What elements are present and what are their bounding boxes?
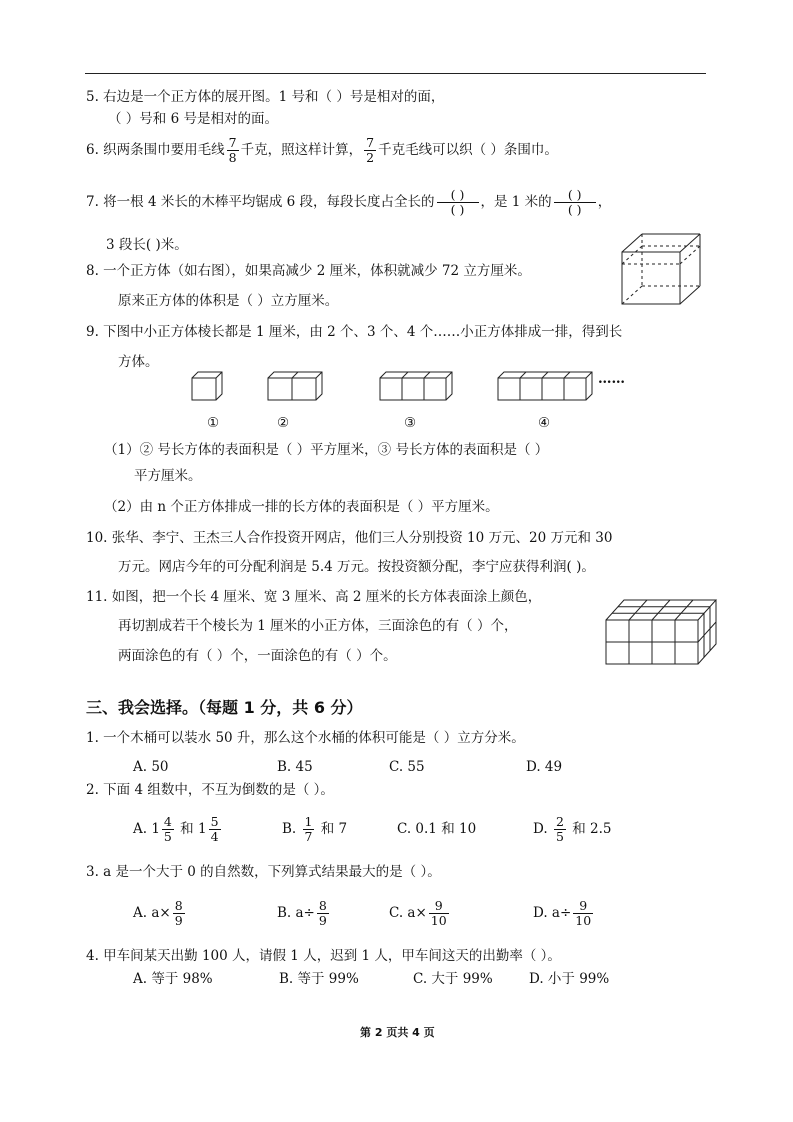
q9-shape-3 [380, 372, 452, 400]
q9-cube-rows-figure [180, 366, 660, 406]
q8-line2: 原来正方体的体积是（ ）立方厘米。 [118, 293, 339, 309]
c4-option-c[interactable]: C. 大于 99% [413, 971, 493, 987]
frac-num: 8 [318, 898, 327, 913]
c2-option-a[interactable] [133, 812, 223, 846]
frac-num: ( ) [554, 188, 596, 203]
frac-den: 9 [174, 913, 183, 928]
q9-sub2: （2）由 n 个正方体排成一排的长方体的表面积是（ ）平方厘米。 [104, 499, 499, 515]
frac-den: 5 [555, 829, 564, 844]
q5-line1: 5. 右边是一个正方体的展开图。1 号和（ ）号是相对的面， [86, 89, 445, 105]
c3-option-d[interactable] [533, 896, 595, 930]
q9-line1: 9. 下图中小正方体棱长都是 1 厘米，由 2 个、3 个、4 个……小正方体排成一排，得到长 [86, 324, 623, 340]
q9-line2: 方体。 [118, 354, 159, 370]
frac-den: 8 [228, 150, 237, 165]
c4-stem: 4. 甲车间某天出勤 100 人，请假 1 人，迟到 1 人，甲车间这天的出勤率（ ）。 [86, 948, 561, 964]
q9-continuation-dots: …… [598, 371, 625, 387]
section3-heading: 三、我会选择。（每题 1 分，共 6 分） [86, 698, 363, 717]
q11-line1: 11. 如图，把一个长 4 厘米、宽 3 厘米、高 2 厘米的长方体表面涂上颜色， [86, 589, 542, 605]
c4-option-b[interactable]: B. 等于 99% [279, 971, 359, 987]
frac-den: 10 [575, 913, 592, 928]
c1-option-b[interactable]: B. 45 [277, 759, 313, 775]
frac-den: ( ) [450, 202, 465, 217]
q9-label-3: ③ [404, 415, 417, 431]
c2-option-b[interactable] [282, 812, 347, 846]
page-number-footer: 第 2 页共 4 页 [360, 1026, 435, 1039]
q9-shape-2 [268, 372, 322, 400]
frac-num: 8 [174, 898, 183, 913]
frac-num: ( ) [437, 188, 479, 203]
c1-option-d[interactable]: D. 49 [526, 759, 563, 775]
frac-num: 9 [573, 899, 593, 914]
frac-num: 1 [304, 814, 313, 829]
header-rule [85, 73, 706, 74]
q11-line2: 再切割成若干个棱长为 1 厘米的小正方体，三面涂色的有（ ）个， [118, 618, 518, 634]
q8-cube-figure [620, 228, 710, 306]
c2-opt-b-prefix: B. [282, 821, 297, 837]
c2-opt-b-frac [303, 815, 315, 844]
c3-opt-d-frac [573, 899, 593, 928]
q9-label-2: ② [277, 415, 290, 431]
q7-line2: 3 段长( )米。 [106, 237, 188, 253]
frac-den: 7 [304, 829, 313, 844]
q9-sub1-line1: （1）② 号长方体的表面积是（ ）平方厘米，③ 号长方体的表面积是（ ） [104, 442, 549, 458]
c2-opt-a-frac2 [209, 815, 221, 844]
frac-den: 9 [318, 913, 327, 928]
q6-fraction-7-8 [227, 136, 239, 165]
q11-cuboid-figure [604, 596, 722, 666]
c2-opt-d-suffix: 和 2.5 [572, 821, 612, 837]
c3-stem: 3. a 是一个大于 0 的自然数，下列算式结果最大的是（ ）。 [86, 864, 441, 880]
c1-option-a[interactable]: A. 50 [133, 759, 169, 775]
q7-part3: ， [597, 194, 612, 210]
frac-den: 10 [430, 913, 447, 928]
frac-num: 2 [555, 814, 564, 829]
q11-line3: 两面涂色的有（ ）个，一面涂色的有（ ）个。 [118, 648, 397, 664]
q6-line [86, 133, 558, 167]
q9-label-1: ① [207, 415, 220, 431]
q6-fraction-7-2 [364, 136, 376, 165]
q10-line2: 万元。网店今年的可分配利润是 5.4 万元。按投资额分配，李宁应获得利润( )。 [118, 559, 595, 575]
c3-opt-b-frac [317, 899, 329, 928]
c2-opt-a-frac1 [162, 815, 174, 844]
q5-line2: （ ）号和 6 号是相对的面。 [108, 111, 278, 127]
q10-line1: 10. 张华、李宁、王杰三人合作投资开网店，他们三人分别投资 10 万元、20 万元和 30 [86, 530, 613, 546]
c2-option-c[interactable]: C. 0.1 和 10 [397, 821, 477, 837]
frac-den: 4 [210, 829, 219, 844]
q6-part1: 6. 织两条围巾要用毛线 [86, 142, 225, 158]
q6-part3: 千克毛线可以织（ ）条围巾。 [378, 142, 558, 158]
q9-shape-1 [192, 372, 222, 400]
c2-opt-b-suffix: 和 7 [320, 821, 348, 837]
c1-stem: 1. 一个木桶可以装水 50 升，那么这个水桶的体积可能是（ ）立方分米。 [86, 730, 525, 746]
q9-label-4: ④ [538, 415, 551, 431]
frac-num: 9 [429, 899, 449, 914]
frac-den: ( ) [567, 202, 582, 217]
c3-opt-a-frac [173, 899, 185, 928]
frac-den: 5 [163, 829, 172, 844]
q7-part2: ，是 1 米的 [480, 194, 552, 210]
frac-num: 4 [163, 814, 172, 829]
c2-opt-a-prefix: A. 1 [133, 821, 160, 837]
frac-num: 5 [210, 814, 219, 829]
c2-opt-d-frac [554, 815, 566, 844]
c4-option-a[interactable]: A. 等于 98% [133, 971, 213, 987]
c2-opt-a-mid: 和 1 [180, 821, 207, 837]
q7-blank-fraction-1[interactable] [437, 188, 479, 217]
c3-opt-c-prefix: C. a× [389, 905, 427, 921]
q8-line1: 8. 一个正方体（如右图），如果高减少 2 厘米，体积就减少 72 立方厘米。 [86, 263, 531, 279]
frac-den: 2 [366, 150, 375, 165]
c3-opt-a-prefix: A. a× [133, 905, 171, 921]
c3-opt-b-prefix: B. a÷ [277, 905, 315, 921]
q9-sub1-line2: 平方厘米。 [134, 468, 202, 484]
c3-option-a[interactable] [133, 896, 187, 930]
c3-option-b[interactable] [277, 896, 331, 930]
c3-opt-d-prefix: D. a÷ [533, 905, 572, 921]
c2-option-d[interactable] [533, 812, 611, 846]
q7-part1: 7. 将一根 4 米长的木棒平均锯成 6 段，每段长度占全长的 [86, 194, 435, 210]
c2-opt-d-prefix: D. [533, 821, 548, 837]
c1-option-c[interactable]: C. 55 [389, 759, 425, 775]
c3-opt-c-frac [429, 899, 449, 928]
frac-num: 7 [228, 135, 237, 150]
q6-part2: 千克，照这样计算， [240, 142, 363, 158]
q7-line1 [86, 185, 611, 219]
c3-option-c[interactable] [389, 896, 451, 930]
c4-option-d[interactable]: D. 小于 99% [529, 971, 610, 987]
frac-num: 7 [366, 135, 375, 150]
q9-shape-4 [498, 372, 592, 400]
q7-blank-fraction-2[interactable] [554, 188, 596, 217]
c2-stem: 2. 下面 4 组数中，不互为倒数的是（ ）。 [86, 782, 334, 798]
